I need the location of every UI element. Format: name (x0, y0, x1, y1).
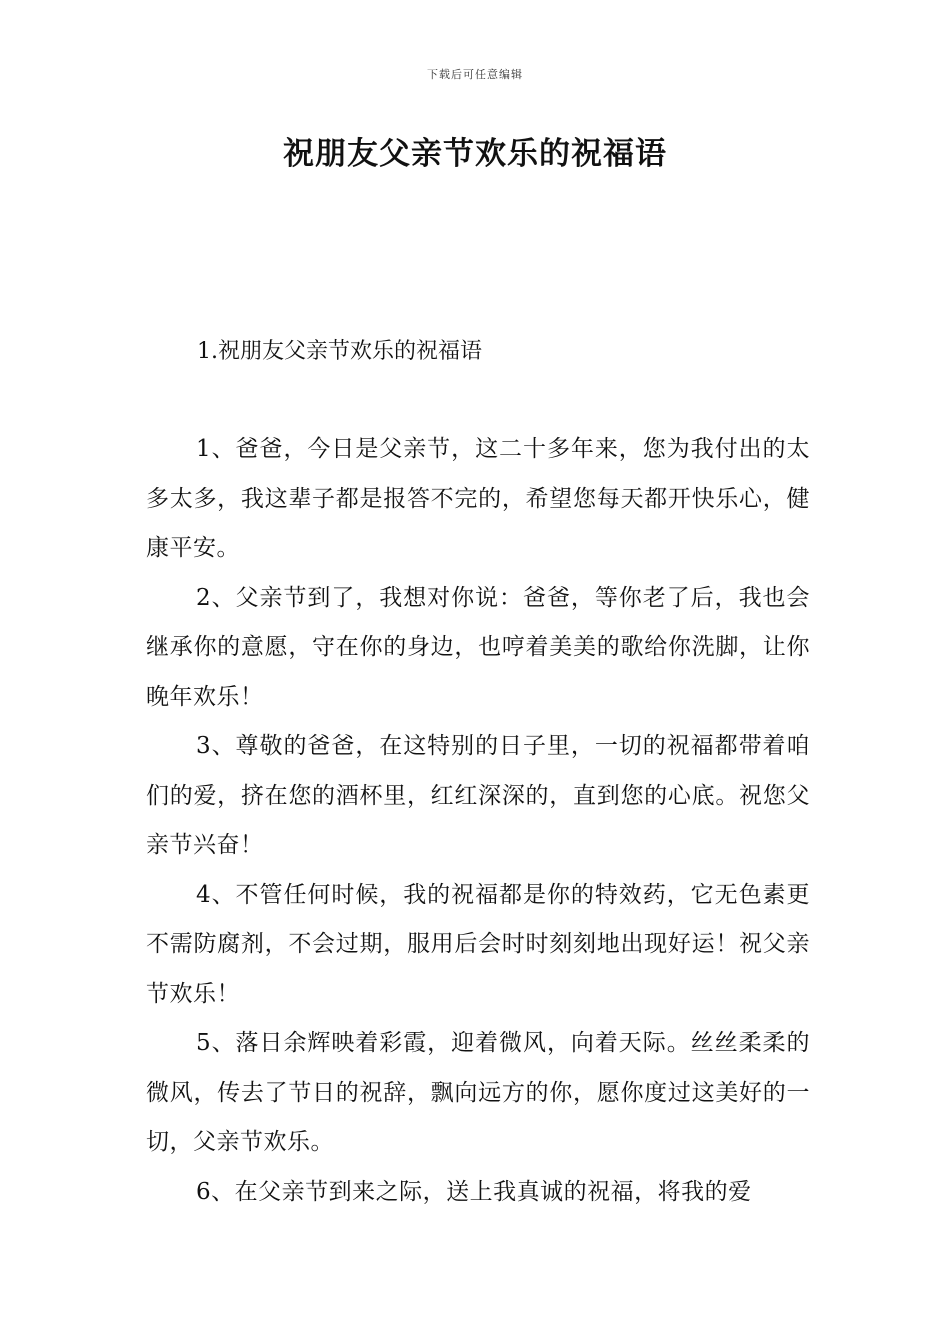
section-heading: 1.祝朋友父亲节欢乐的祝福语 (197, 339, 482, 364)
paragraph: 5、落日余辉映着彩霞，迎着微风，向着天际。丝丝柔柔的微风，传去了节日的祝辞，飘向远方的你，愿你度过这美好的一切，父亲节欢乐。 (146, 1030, 810, 1155)
paragraph: 3、尊敬的爸爸，在这特别的日子里，一切的祝福都带着咱们的爱，挤在您的酒杯里，红红深深的，直到您的心底。祝您父亲节兴奋！ (146, 733, 810, 858)
paragraph: 2、父亲节到了，我想对你说：爸爸，等你老了后，我也会继承你的意愿，守在你的身边，也哼着美美的歌给你洗脚，让你晚年欢乐！ (146, 584, 810, 710)
paragraph: 6、在父亲节到来之际，送上我真诚的祝福，将我的爱 (196, 1178, 752, 1205)
header-note: 下载后可任意编辑 (427, 68, 523, 81)
document-title: 祝朋友父亲节欢乐的祝福语 (283, 136, 667, 172)
paragraph: 1、爸爸，今日是父亲节，这二十多年来，您为我付出的太多太多，我这辈子都是报答不完的，希望您每天都开快乐心，健康平安。 (146, 436, 810, 561)
paragraph: 4、不管任何时候，我的祝福都是你的特效药，它无色素更不需防腐剂，不会过期，服用后会时时刻刻地出现好运！祝父亲节欢乐！ (146, 881, 810, 1007)
document-body (146, 425, 810, 1217)
